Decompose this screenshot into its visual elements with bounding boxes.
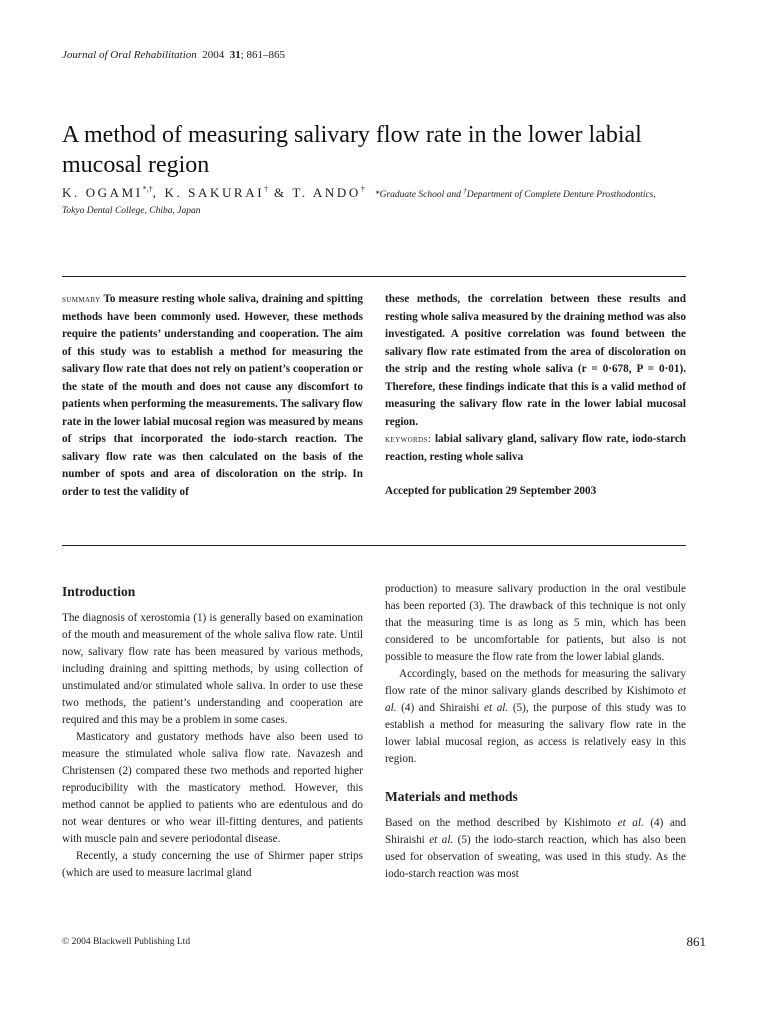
author-line [62, 184, 712, 202]
page-number: 861 [686, 934, 706, 949]
intro-paragraph-3: Recently, a study concerning the use of Shirmer paper strips (which are used to measure lacrimal gland [62, 850, 363, 879]
intro-paragraph-4: production) to measure salivary production in the oral vestibule has been reported (3). The drawback of this technique is not only that the measuring time is as long as 5 min, which has been considered to be uncomfortable for patients, but also is not possible to measure the flow rate from the lower labial glands. [385, 583, 686, 663]
summary-text-right: these methods, the correlation between these results and resting whole saliva measured by the draining method was also investigated. A positive correlation was found between the salivary flow rate estimated from the area of discoloration on the strip and the resting whole saliva (r = 0·678, P = 0·01). Therefore, these findings indicate that this is a valid method of measuring the salivary flow rate in the lower labial mucosal region. [385, 293, 686, 428]
article-title: A method of measuring salivary flow rate in the lower labial mucosal region [62, 122, 642, 178]
journal-volume: 31 [229, 49, 241, 61]
methods-paragraph-1: Based on the method described by Kishimoto et al. (4) and Shiraishi et al. (5) the iodo-starch reaction, which has also been used for observation of sweating, was used in this study. As the iodo-starch reaction was most [385, 817, 686, 880]
author-ando: T. ANDO [292, 185, 361, 200]
author-sakurai-marks: † [264, 184, 269, 194]
intro-paragraph-2: Masticatory and gustatory methods have also been used to measure the stimulated whole saliva flow rate. Navazesh and Christensen (2) compared these two methods and reported higher reproducibility with the masticatory method. However, this method cannot be applied to patients who are edentulous and do not wear dentures or who wear ill-fitting dentures, and patients with muscle pain and severe periodontal disease. [62, 731, 363, 845]
author-ando-marks: † [360, 184, 365, 194]
body-right-column [385, 581, 686, 883]
journal-name: Journal of Oral Rehabilitation [62, 49, 197, 61]
methods-heading: Materials and methods [385, 789, 518, 804]
summary-label: summary [62, 294, 101, 305]
affiliation-institution: Tokyo Dental College, Chiba, Japan [62, 206, 201, 216]
accepted-date: Accepted for publication 29 September 2003 [385, 485, 597, 497]
body-left-column [62, 583, 363, 882]
author-ogami-marks: *,† [142, 184, 153, 194]
affiliation [374, 186, 656, 200]
author-list [62, 185, 365, 200]
journal-citation [62, 49, 285, 61]
abstract-left-column [62, 291, 363, 501]
author-ogami: K. OGAMI [62, 185, 143, 200]
introduction-heading: Introduction [62, 584, 136, 599]
author-sakurai: K. SAKURAI [164, 185, 265, 200]
author-separator: & [268, 185, 293, 200]
author-separator: , [152, 185, 165, 200]
copyright-notice: © 2004 Blackwell Publishing Ltd [62, 937, 191, 947]
intro-paragraph-5: Accordingly, based on the methods for measuring the salivary flow rate of the minor salivary glands described by Kishimoto et al. (4) and Shiraishi et al. (5), the purpose of this study was to establish a method for measuring the salivary flow rate in the lower labial mucosal region, as access is relatively easy in this region. [385, 668, 686, 765]
abstract-bottom-rule [62, 545, 686, 546]
intro-paragraph-1: The diagnosis of xerostomia (1) is generally based on examination of the mouth and measurement of the whole saliva flow rate. Until now, salivary flow rate has been measured by various methods, including draining and spitting methods, by using collection of unstimulated and/or stimulated whole saliva. In order to use these two methods, the patient’s understanding and cooperation are required and this may be a problem in some cases. [62, 612, 363, 726]
abstract-right-column [385, 291, 686, 501]
journal-year: 2004 [202, 49, 225, 61]
journal-pages: ; 861–865 [240, 49, 286, 61]
abstract-top-rule [62, 276, 686, 277]
affiliation-department: Department of Complete Denture Prosthodontics, [466, 190, 656, 200]
summary-text-left: To measure resting whole saliva, draining and spitting methods have been commonly used. However, these methods require the patients’ understanding and cooperation. The aim of this study was to establish a method for measuring the salivary flow rate that does not rely on patient’s cooperation or the state of the mouth and does not cause any discomfort to patients when performing the measurements. The salivary flow rate in the lower labial mucosal region was measured by means of strips that incorporated the iodo-starch reaction. The salivary flow rate was then calculated on the basis of the number of spots and area of discoloration on the strip. In order to test the validity of [62, 293, 364, 498]
keywords-text: labial salivary gland, salivary flow rate, iodo-starch reaction, resting whole saliva [385, 433, 687, 463]
affiliation-mark: † [463, 186, 467, 195]
affiliation-graduate-school: Graduate School and [379, 190, 464, 200]
affiliation-mark: * [374, 190, 380, 200]
keywords-label: keywords: [385, 434, 432, 445]
